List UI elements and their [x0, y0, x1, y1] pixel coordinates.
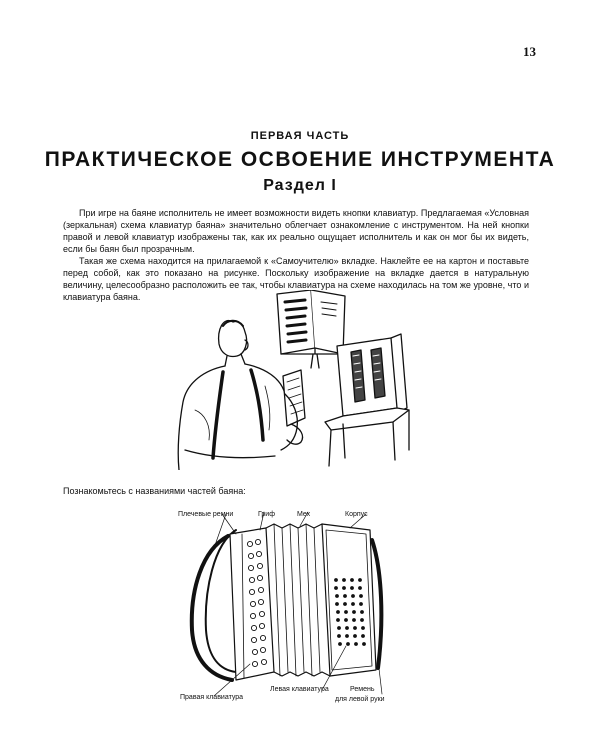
label-bellows: Мех — [297, 511, 311, 518]
bayan-parts-diagram — [150, 500, 440, 715]
paragraph-2: Такая же схема находится на прилагаемой к «Самоучителю» вкладке. Наклейте ее на картон и поставьте перед собой, как это показано на рисунке. Поскольку изображение на вкладке дается в натуральную величину, целесообразно расположить ее так, чтобы клавиатура на схеме находилась на том же уровне, что и клавиатура баяна. — [63, 256, 529, 302]
body-text — [63, 207, 529, 303]
label-left-keyboard: Левая клавиатура — [270, 686, 329, 693]
label-body: Корпус — [345, 511, 368, 518]
label-left-strap: Ремень — [350, 686, 375, 693]
part-heading: ПЕРВАЯ ЧАСТЬ — [250, 130, 350, 142]
page-number: 13 — [523, 44, 536, 59]
label-straps: Плечевые ремни — [178, 511, 234, 518]
label-neck: Гриф — [258, 511, 275, 518]
paragraph-1: При игре на баяне исполнитель не имеет возможности видеть кнопки клавиатур. Предлагаемая «Условная (зеркальная) схема клавиатур баяна» значительно облегчает ознакомление с инструментом. На ней кнопки правой и левой клавиатур изображены так, как их реально ощущает исполнитель и как он мог бы их видеть, если бы баян был прозрачным. — [63, 208, 529, 254]
page-title: ПРАКТИЧЕСКОЕ ОСВОЕНИЕ ИНСТРУМЕНТА — [44, 148, 556, 171]
label-left-strap-2: для левой руки — [335, 696, 385, 703]
label-right-keyboard: Правая клавиатура — [180, 694, 244, 701]
section-heading: Раздел I — [263, 177, 337, 194]
intro-line: Познакомьтесь с названиями частей баяна: — [63, 486, 246, 496]
player-illustration — [165, 290, 425, 470]
